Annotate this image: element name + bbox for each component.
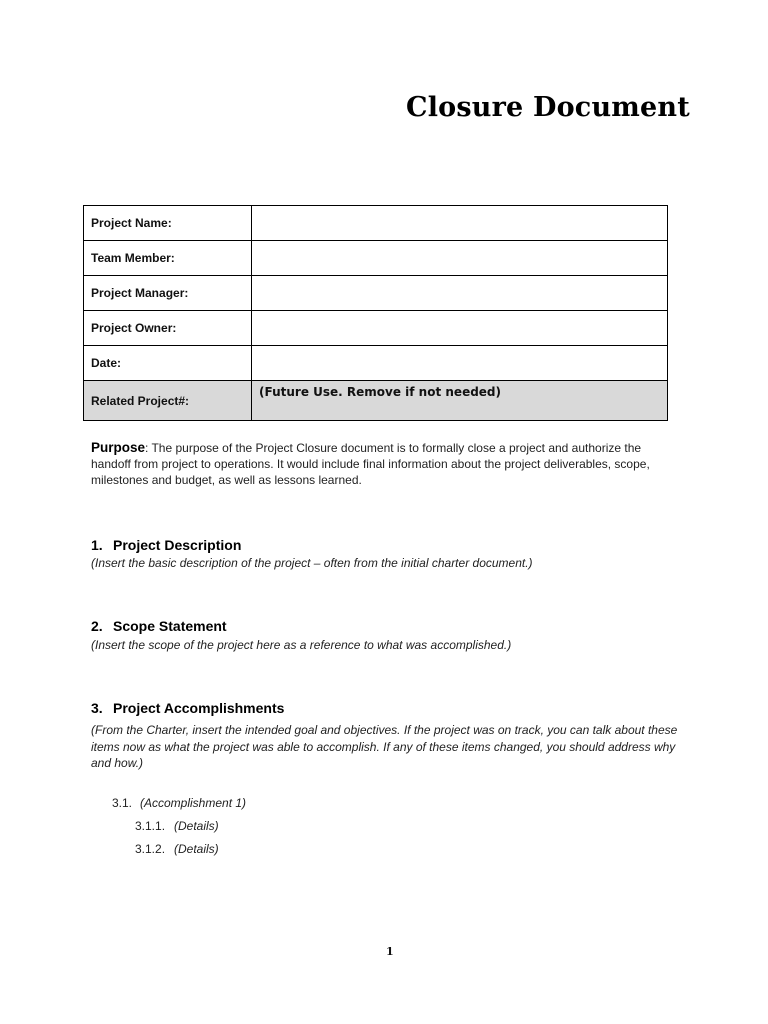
team-member-value[interactable] <box>252 241 668 276</box>
date-value[interactable] <box>252 346 668 381</box>
related-project-label: Related Project#: <box>84 381 252 421</box>
purpose-paragraph <box>91 440 683 489</box>
list-item <box>135 819 219 833</box>
team-member-label: Team Member: <box>84 241 252 276</box>
section-heading <box>91 537 241 553</box>
project-name-label: Project Name: <box>84 206 252 241</box>
date-label: Date: <box>84 346 252 381</box>
related-project-value[interactable]: (Future Use. Remove if not needed) <box>252 381 668 421</box>
project-owner-value[interactable] <box>252 311 668 346</box>
list-item-number: 3.1.1. <box>135 819 166 833</box>
project-manager-value[interactable] <box>252 276 668 311</box>
list-item-text: (Details) <box>174 819 219 833</box>
section-note: (From the Charter, insert the intended goal and objectives. If the project was on track, you can talk about these items now as what the project was able to accomplish. If any of these items changed, you should address why and how.) <box>91 723 678 770</box>
list-item-text: (Accomplishment 1) <box>140 796 247 810</box>
table-row <box>84 346 668 381</box>
document-title: Closure Document <box>406 92 690 123</box>
list-item <box>112 796 246 810</box>
table-row <box>84 276 668 311</box>
section-heading <box>91 700 284 716</box>
purpose-label: Purpose <box>91 440 146 455</box>
section-title: Project Description <box>113 537 242 553</box>
page-number: 1 <box>386 945 394 958</box>
table-row <box>84 311 668 346</box>
section-number: 3. <box>91 700 103 716</box>
purpose-text: : The purpose of the Project Closure document is to formally close a project and authorize the handoff from project to operations. It would include final information about the project deliverables, scope, milestones and budget, as well as lessons learned. <box>91 441 650 488</box>
section-note: (Insert the basic description of the project – often from the initial charter document.) <box>91 556 533 570</box>
project-owner-label: Project Owner: <box>84 311 252 346</box>
list-item <box>135 842 219 856</box>
section-number: 2. <box>91 618 103 634</box>
section-title: Scope Statement <box>113 618 227 634</box>
project-info-table <box>83 205 668 421</box>
project-manager-label: Project Manager: <box>84 276 252 311</box>
table-row <box>84 241 668 276</box>
section-number: 1. <box>91 537 103 553</box>
list-item-number: 3.1.2. <box>135 842 166 856</box>
table-row <box>84 381 668 421</box>
section-title: Project Accomplishments <box>113 700 285 716</box>
section-note: (Insert the scope of the project here as a reference to what was accomplished.) <box>91 638 512 652</box>
list-item-text: (Details) <box>174 842 219 856</box>
list-item-number: 3.1. <box>112 796 133 810</box>
section-heading <box>91 618 227 634</box>
project-name-value[interactable] <box>252 206 668 241</box>
table-row <box>84 206 668 241</box>
